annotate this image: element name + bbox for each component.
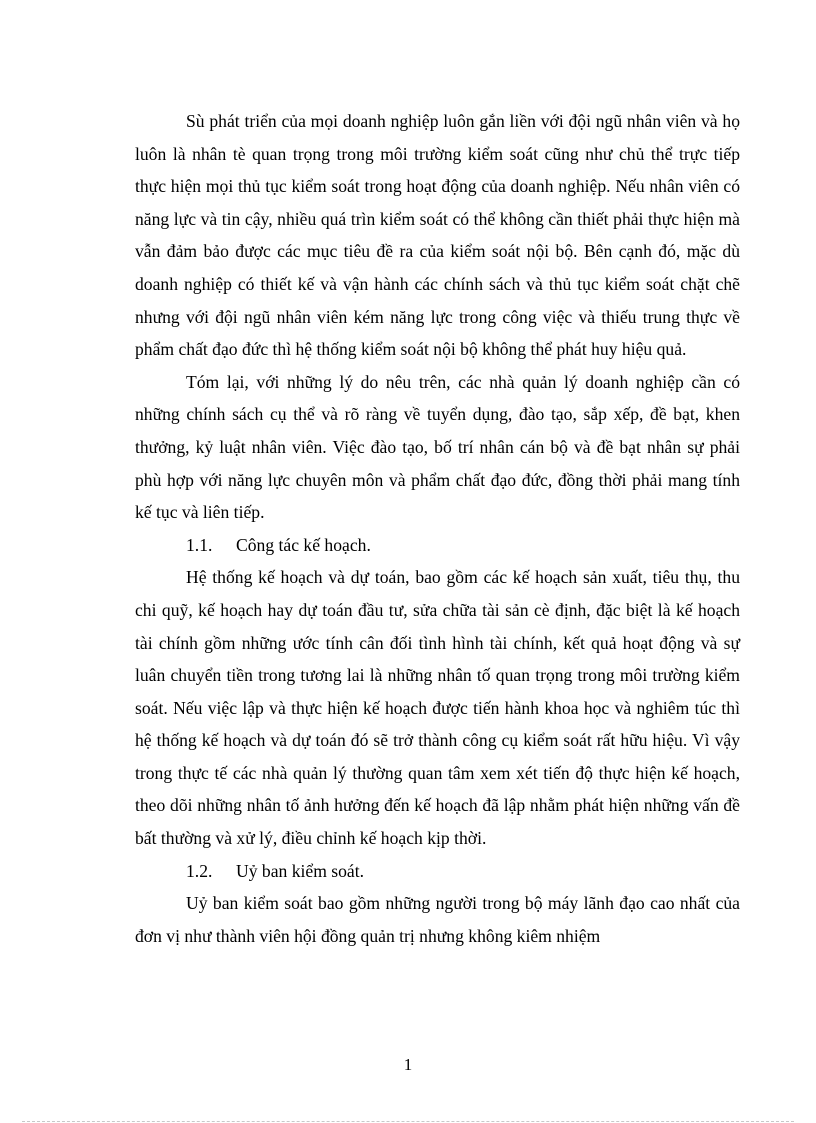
section-heading-1-2 — [135, 855, 740, 888]
section-title: Uỷ ban kiểm soát. — [236, 860, 365, 881]
section-heading-1-1 — [135, 529, 740, 562]
page-bottom-divider — [22, 1121, 794, 1122]
section-title: Công tác kế hoạch. — [236, 534, 371, 555]
paragraph-staff-role: Sù phát triển của mọi doanh nghiệp luôn gắn liền với đội ngũ nhân viên và họ luôn là nhân tè quan trọng trong môi trường kiểm soát cũng như chủ thể trực tiếp thực hiện mọi thủ tục kiểm soát trong hoạt động của doanh nghiệp. Nếu nhân viên có năng lực và tin cậy, nhiều quá trìn kiểm soát có thể không cần thiết phải thực hiện mà vẫn đảm bảo được các mục tiêu đề ra của kiểm soát nội bộ. Bên cạnh đó, mặc dù doanh nghiệp có thiết kế và vận hành các chính sách và thủ tục kiểm soát chặt chẽ nhưng với đội ngũ nhân viên kém năng lực trong công việc và thiếu trung thực về phẩm chất đạo đức thì hệ thống kiểm soát nội bộ không thể phát huy hiệu quả. — [135, 111, 740, 360]
paragraph-summary: Tóm lại, với những lý do nêu trên, các nhà quản lý doanh nghiệp cần có những chính sách cụ thể và rõ ràng về tuyển dụng, đào tạo, sắp xếp, đề bạt, khen thưởng, kỷ luật nhân viên. Việc đào tạo, bố trí nhân cán bộ và đề bạt nhân sự phải phù hợp với năng lực chuyên môn và phẩm chất đạo đức, đồng thời phải mang tính kế tục và liên tiếp. — [135, 371, 740, 523]
section-number: 1.1. — [186, 534, 213, 555]
page-number: 1 — [403, 1055, 413, 1074]
section-number: 1.2. — [186, 860, 213, 881]
paragraph-audit-committee: Uỷ ban kiểm soát bao gồm những người trong bộ máy lãnh đạo cao nhất của đơn vị như thành viên hội đồng quản trị nhưng không kiêm nhiệm — [135, 893, 740, 946]
document-body — [135, 105, 740, 952]
paragraph-planning: Hệ thống kế hoạch và dự toán, bao gồm các kế hoạch sản xuất, tiêu thụ, thu chi quỹ, kế hoạch hay dự toán đầu tư, sửa chữa tài sản cè định, đặc biệt là kế hoạch tài chính gồm những ước tính cân đối tình hình tài chính, kết quả hoạt động và sự luân chuyển tiền trong tương lai là những nhân tố quan trọng trong môi trường kiểm soát. Nếu việc lập và thực hiện kế hoạch được tiến hành khoa học và nghiêm túc thì hệ thống kế hoạch và dự toán đó sẽ trở thành công cụ kiểm soát rất hữu hiệu. Vì vậy trong thực tế các nhà quản lý thường quan tâm xem xét tiến độ thực hiện kế hoạch, theo dõi những nhân tố ảnh hưởng đến kế hoạch đã lập nhằm phát hiện những vấn đề bất thường và xử lý, điều chỉnh kế hoạch kịp thời. — [135, 567, 740, 849]
